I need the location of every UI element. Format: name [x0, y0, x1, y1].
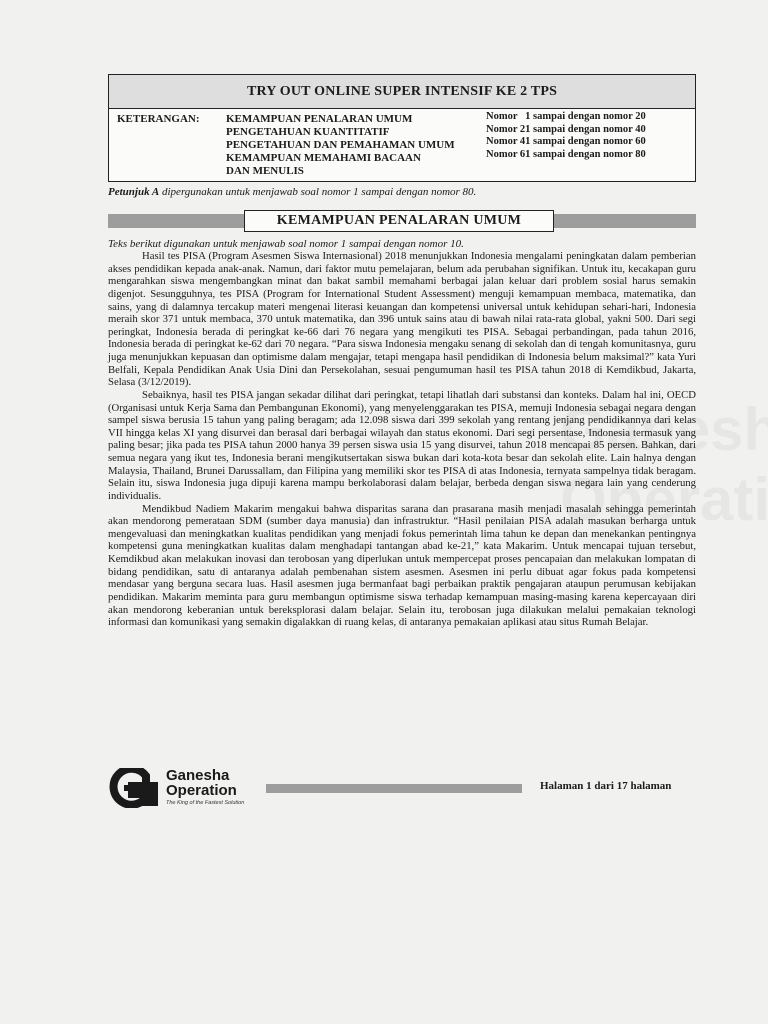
exam-title: TRY OUT ONLINE SUPER INTENSIF KE 2 TPS — [109, 75, 695, 109]
range-item: Nomor 21 sampai dengan nomor 40 — [486, 123, 646, 135]
subject-item: PENGETAHUAN DAN PEMAHAMAN UMUM — [226, 139, 455, 151]
subject-list — [226, 113, 478, 178]
keterangan-label: KETERANGAN: — [117, 113, 200, 125]
range-item: Nomor 61 sampai dengan nomor 80 — [486, 148, 646, 160]
subject-item: DAN MENULIS — [226, 165, 304, 177]
range-list — [486, 111, 646, 161]
subject-item: KEMAMPUAN MEMAHAMI BACAAN — [226, 152, 421, 164]
passage-intro: Teks berikut digunakan untuk menjawab soal nomor 1 sampai dengan nomor 10. — [108, 238, 464, 250]
header-box — [108, 74, 696, 182]
keterangan-row — [109, 109, 695, 182]
paragraph-1: Hasil tes PISA (Program Asesmen Siswa Internasional) 2018 menunjukkan Indonesia mengalami peningkatan dalam pemberian akses pendidikan kepada anak-anak. Namun, dari faktor mutu pemelajaran, belum ada perubahan signifikan. Untuk itu, kecakapan guru mengarahkan siswa mengembangkan minat dan bakat sambil memahami berbagai jalan keluar dari problem sosial harus semakin digenjot. Sesungguhnya, tes PISA (Program for International Student Assessment) menguji kemampuan membaca, matematika, dan sains, yang di dalamnya tercakup materi mengenai literasi keuangan dan kompetensi universal untuk kehidupan sehari-hari, Indonesia meraih skor 371 untuk membaca, 370 untuk matematika, dan 396 untuk sains atau di bawah nilai rata-rata global, yakni 500. Dari segi peringkat, Indonesia berada di peringkat ke-66 dari 76 negara yang mengikuti tes PISA. Sebagai perbandingan, pada tahun 2016, Indonesia berada di peringkat ke-62 dari 70 negara. “Para siswa Indonesia mengaku senang di sekolah dan di tengah komunitasnya, guru juga menunjukkan kepuasan dan optimisme dalam mengajar, tetapi mengapa hasil pendidikan di Indonesia belum maksimal?” kata Yuri Belfali, Kepala Pendidikan Anak Usia Dini dan Persekolahan, sesuai pengumuman hasil tes PISA tahun 2018 di Kemdikbud, Jakarta, Selasa (3/12/2019). — [108, 250, 696, 389]
paragraph-2: Sebaiknya, hasil tes PISA jangan sekadar dilihat dari peringkat, tetapi lihatlah dari substansi dan konteks. Dalam hal ini, OECD (Organisasi untuk Kerja Sama dan Pembangunan Ekonomi), yang menyelenggarakan tes PISA, memuji Indonesia sebagai negara dengan sampel siswa berusia 15 tahun yang paling beragam; ada 12.098 siswa dari 399 sekolah yang rentang jenjang pendidikannya dari kelas VII hingga kelas XI yang disurvei dan berasal dari berbagai wilayah dan status ekonomi. Dari segi persentase, Indonesia termasuk yang paling besar; jika pada tes PISA tahun 2000 hanya 39 persen siswa usia 15 yang disurvei, tahun 2018 mencapai 85 persen. Bahkan, dari semua negara yang ikut tes, Indonesia berani mengikutsertakan siswa bukan dari kota-kota besar dan sekolah elite. Lain halnya dengan Malaysia, Thailand, Brunei Darussallam, dan Filipina yang memiliki skor tes PISA di atas Indonesia, ternyata sampelnya tidak beragam. Selain itu, siswa Indonesia juga dipuji karena mampu berkolaborasi dalam belajar, berbeda dengan siswa negara lain yang cenderung individualis. — [108, 388, 696, 502]
footer-band — [266, 784, 522, 793]
petunjuk-line — [108, 186, 476, 198]
subject-item: KEMAMPUAN PENALARAN UMUM — [226, 113, 413, 125]
logo-name: Ganesha Operation — [166, 767, 237, 799]
range-item: Nomor 41 sampai dengan nomor 60 — [486, 136, 646, 148]
footer-logo — [106, 768, 266, 810]
ganesha-logo-icon — [106, 768, 158, 808]
petunjuk-label: Petunjuk A — [108, 186, 160, 198]
petunjuk-text: dipergunakan untuk menjawab soal nomor 1 sampai dengan nomor 80. — [159, 186, 477, 198]
passage — [108, 250, 696, 629]
subject-item: PENGETAHUAN KUANTITATIF — [226, 126, 390, 138]
paragraph-3: Mendikbud Nadiem Makarim mengakui bahwa disparitas sarana dan prasarana masih menjadi masalah sehingga pemerintah akan mendorong pemerataan SDM (sumber daya manusia) dan infrastruktur. “Hasil penilaian PISA adalah masukan berharga untuk mengevaluasi dan meningkatkan kualitas pendidikan yang menjadi fokus pemerintah lima tahun ke depan dan menekankan pentingnya kompetensi guna meningkatkan kualitas dalam menghadapi tantangan abad ke-21,” kata Makarim. Untuk mencapai tujuan tersebut, Kemdikbud akan melakukan inovasi dan terobosan yang diperlukan untuk mempercepat proses pencapaian dan melakukan lompatan di bidang pendidikan, satu di antaranya adalah pembenahan sistem asesmen. Asesmen ini perlu dibuat agar fokus pada kompetensi mendasar yang berguna secara luas. Hasil asesmen juga bermanfaat bagi perbaikan praktik pengajaran ataupun perumusan kebijakan pendidikan. Makarim meminta para guru membangun optimisme siswa terhadap kemampuan masing-masing karena kepercayaan diri akan mendorong keberanian untuk bereksplorasi dalam belajar. Selain itu, terobosan juga dilakukan melalui pemakaian teknologi informasi dan komunikasi yang semakin digalakkan di ruang kelas, di antaranya pemakaian aplikasi atau situs Rumah Belajar. — [108, 502, 696, 629]
section-title: KEMAMPUAN PENALARAN UMUM — [244, 210, 554, 232]
page-number: Halaman 1 dari 17 halaman — [540, 780, 672, 792]
range-item: Nomor 1 sampai dengan nomor 20 — [486, 111, 646, 122]
logo-tagline: The King of the Fastest Solution — [166, 800, 245, 806]
